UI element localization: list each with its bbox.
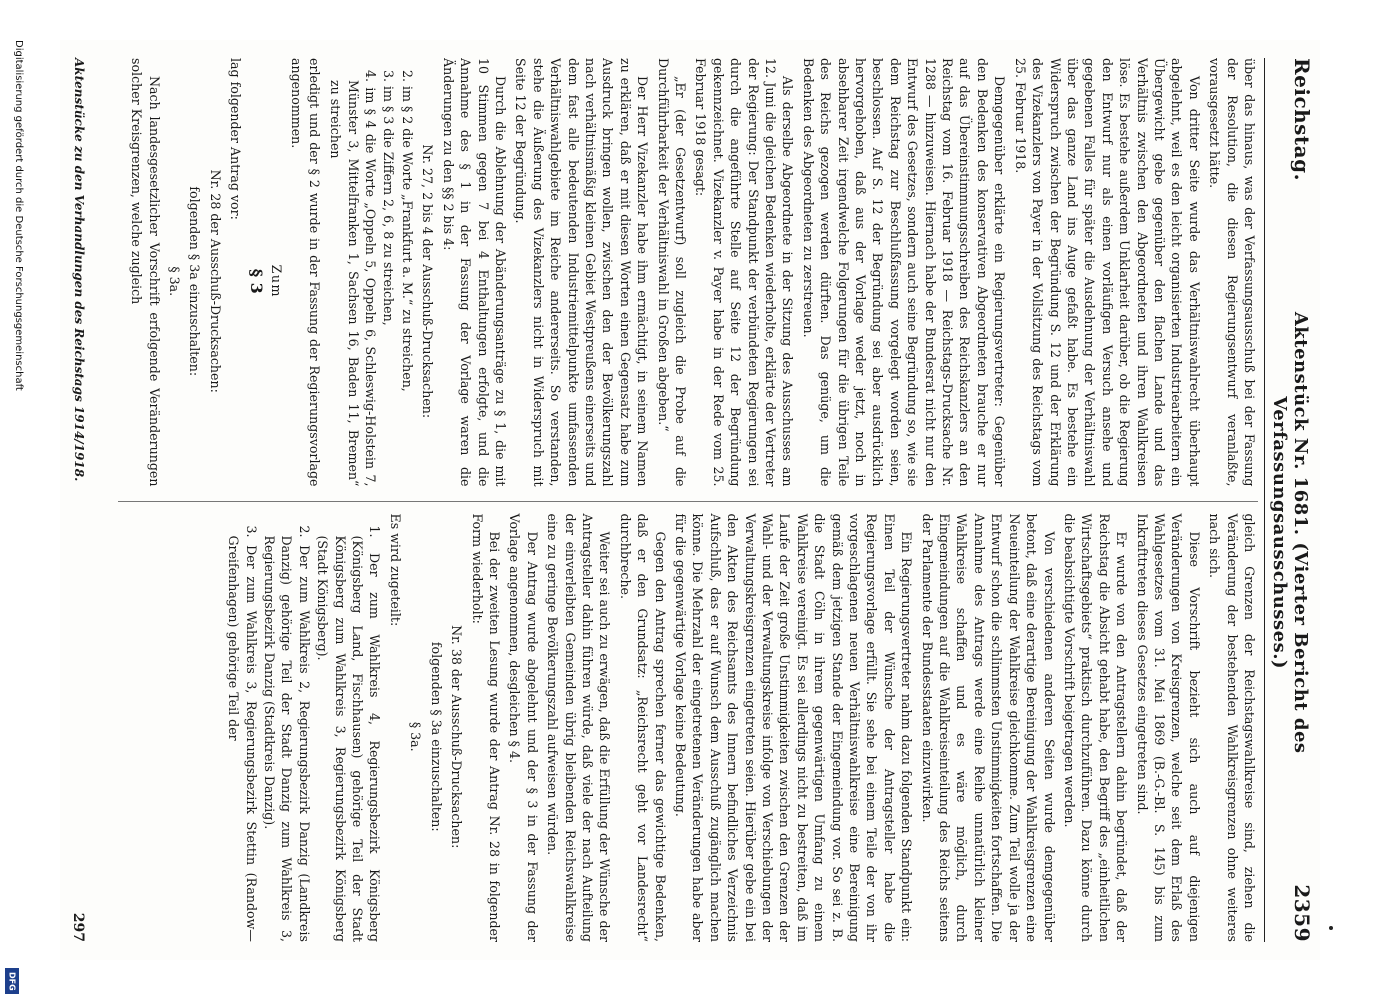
paragraph: folgenden § 3a einzuschalten: — [187, 186, 203, 377]
paragraph: gleich Grenzen der Reichstagswahlkreise sind, ziehen die Veränderung der bestehenden Wahlkreisgrenzen ohne weiteres nach sich. — [1207, 513, 1257, 942]
drucksache-reference: Nr. 27, 2 bis 4 der Ausschuß-Drucksachen: — [420, 144, 436, 419]
paragraph: Diese Vorschrift bezieht sich auch auf diejenigen Veränderungen von Kreisgrenzen, welche seit dem Erlaß des Wahlgesetzes vom 31. Mai 1869 (B.-G.-Bl. S. 145) bis zum Inkrafttreten dieses Gesetzes eingetreten sind. — [1134, 513, 1202, 942]
dfg-logo — [5, 968, 19, 994]
paragraph: lag folgender Antrag vor: — [228, 58, 244, 220]
drucksache-reference: Nr. 38 der Ausschuß-Drucksachen: — [449, 625, 465, 849]
paragraph: Weiter sei auch zu erwägen, daß die Erfüllung der Wünsche der Antragsteller dahin führen würde, daß viele der nach Aufteilung der einverleibten Gemeinden übrig bleibenden Reichswahlkreise eine zu geringe Bevölkerungszahl aufweisen würden. — [545, 513, 613, 942]
quotation: „Er (der Gesetzentwurf) soll zugleich die Probe auf die Durchführbarkeit der Verhältniswahl in Großen abgeben.“ — [655, 58, 688, 487]
paragraph: Bei der zweiten Lesung wurde der Antrag Nr. 28 in folgender Form wiederholt: — [469, 513, 502, 942]
section-heading: § 3 — [246, 268, 266, 294]
paragraph: Von dritter Seite wurde das Verhältniswahlrecht überhaupt abgelehnt, weil es den leicht organisierten Industriearbeitern ein Übergewicht gebe gegenüber den flachen Lande und das Verhältnis zwischen den Abgeordneten und ihren Wahlkreisen löse. Es bestehe außerdem Unklarheit darüber, ob die Regierung den Entwurf nur als einen vorläufigen Versuch ansehe und gegebenen Falles für später die Ausdehnung der Verhältniswahl über das ganze Land ins Auge gefaßt habe. Es bestehe ein Widerspruch zwischen der Begründung S. 12 und der Erklärung des Vizekanzlers von Payer in der Vollsitzung des Reichstags vom 25. Februar 1918. — [1012, 58, 1202, 487]
paragraph: Der Herr Vizekanzler habe ihm ermächtigt, in seinem Namen zu erklären, daß er mit diesen Worten einen Gegensatz habe zum Ausdruck bringen wollen, zwischen den der Bevölkerungszahl nach verhältnismäßig kleinen Gebiet Westpreußens einerseits und dem fast alle bedeutenden Industriemittelpunkte umfassenden Verhältniswahlgebiete im Reiche andererseits. So verstanden, stehe die Äußerung des Vizekanzlers nicht in Widerspruch mit Seite 12 der Begründung. — [513, 58, 651, 487]
text-columns — [118, 58, 1258, 942]
list-item: 3. im § 3 die Ziffern 2, 6, 8 zu streichen, — [381, 70, 397, 326]
paragraph: Von verschiedenen anderen Seiten wurde demgegenüber betont, daß eine derartige Bereinigung der Wahlkreisgrenzen eine Neueinteilung der Wahlkreise gleichkomme. Zum Teil wolle ja der Entwurf schon die schlimmsten Unstimmigkeiten fortschaffen. Die Annahme des Antrags werde eine Reihe unnatürlich kleiner Wahlkreise schaffen und es wäre möglich, durch Eingemeindungen auf die Wahlkreiseinteilung des Reichs seitens der Parlamente der Bundesstaaten einzuwirken. — [919, 513, 1057, 942]
paragraph: Durch die Ablehnung der Abänderungsanträge zu § 1, die mit 10 Stimmen gegen 7 bei 4 Enthaltungen erfolgte, und die Annahme des § 1 in der Fassung der Vorlage waren die Änderungen zu den §§ 2 bis 4: — [440, 58, 508, 487]
drucksache-reference: Nr. 28 der Ausschuß-Drucksachen: — [207, 169, 223, 393]
right-column — [118, 501, 1258, 943]
section-heading-small: § 3a. — [167, 266, 183, 297]
header-page-number: 2359 — [1290, 884, 1314, 942]
paragraph: Der Antrag wurde abgelehnt und der § 3 in der Fassung der Vorlage angenommen, desgleichen § 4. — [507, 513, 540, 942]
paragraph: Gegen den Antrag sprechen ferner das gewichtige Bedenken, daß er den Grundsatz: „Reichsrecht geht vor Landesrecht“ durchbreche. — [617, 513, 668, 942]
paragraph: Demgegenüber erklärte ein Regierungsvertreter: Gegenüber den Bedenken des konservativen Abgeordneten brauche er nur auf das Übereinstimmungsschreiben des Reichskanzlers an den Reichstag vom 16. Februar 1918 — Reichstags-Drucksache Nr. 1288 — hinzuweisen. Hiernach habe der Bundesrat nicht nur den Entwurf des Gesetzes, sondern auch seine Begründung so, wie sie dem Reichstag zur Beschlußfassung vorgelegt worden seien, beschlossen. Auf S. 12 der Begründung sei aber ausdrücklich hervorgehoben, daß aus der Vorlage weder jetzt, noch in absehbarer Zeit irgendwelche Folgerungen für die übrigen Teile des Reichs gezogen werden dürften. Das genüge, um die Bedenken des Abgeordneten zu zerstreuen. — [800, 58, 1008, 487]
list-item: 3. Der zum Wahlkreis 3, Regierungsbezirk Stettin (Randow—Greifenhagen) gehörige Teil der — [226, 525, 259, 942]
paragraph: über das hinaus, was der Verfassungsausschuß bei der Fassung der Resolution, die diesen Regierungsentwurf veranlaßte, vorausgesetzt hätte. — [1207, 58, 1257, 487]
amendment-list — [327, 58, 416, 487]
document-page — [60, 40, 1320, 960]
zum-heading: Zum — [269, 264, 285, 298]
footer-source: Aktenstücke zu den Verhandlungen des Reichstags 1914/1918. — [72, 58, 86, 482]
page-footer — [70, 58, 86, 942]
header-title: Aktenstück Nr. 1681. (Vierter Bericht des Verfassungsausschusses.) — [1269, 311, 1311, 754]
scan-speck — [1329, 926, 1333, 930]
digitization-note-text: Digitalisierung gefördert durch die Deutsche Forschungsgemeinschaft — [13, 40, 24, 391]
list-item: 2. Der zum Wahlkreis 2, Regierungsbezirk Danzig (Landkreis Danzig) gehörige Teil der Stadt Danzig zum Wahlkreis 3, Regierungsbezirk Danzig (Stadtkreis Danzig). — [262, 525, 312, 942]
section-heading-small: § 3a. — [408, 721, 424, 752]
paragraph: Es wird zugeteilt: — [387, 513, 403, 627]
list-item: 4. im § 4 die Worte „Oppeln 5, Oppeln 6, Schleswig-Holstein 7, Münster 3, Mittelfranken 1, Sachsen 16, Baden 11, Bremen“ zu streichen — [328, 70, 379, 487]
paragraph: erledigt und der § 2 wurde in der Fassung der Regierungsvorlage angenommen. — [289, 58, 322, 487]
list-item: 2. im § 2 die Worte „Frankfurt a. M.“ zu streichen, — [399, 70, 415, 392]
paragraph: Als derselbe Abgeordnete in der Sitzung des Ausschusses am 12. Juni die gleichen Bedenken wiederholte, erklärte der Vertreter der Regierung: Der Standpunkt der verbündeten Regierungen sei durch die angeführte Stelle auf Seite 12 der Begründung gekennzeichnet. Vizekanzler v. Payer habe in der Rede vom 25. Februar 1918 gesagt: — [693, 58, 796, 487]
header-left: Reichstag. — [1290, 58, 1314, 182]
allocation-list — [225, 514, 384, 943]
dfg-logo-text: DFG — [7, 971, 17, 991]
left-column — [118, 58, 1258, 487]
list-item: 1. Der zum Wahlkreis 4, Regierungsbezirk Königsberg (Königsberg Land, Fischhausen) gehörige Teil der Stadt Königsberg zum Wahlkreis 3, Regierungsbezirk Königsberg (Stadt Königsberg). — [315, 525, 383, 942]
digitization-note — [2, 40, 24, 1000]
paragraph: folgenden § 3a einzuschalten: — [428, 641, 444, 832]
footer-page-number: 297 — [70, 912, 86, 942]
paragraph: Er wurde von den Antragstellern dahin begründet, daß der Reichstag die Absicht gehabt habe, den Begriff des „einheitlichen Wirtschaftsgebiets“ praktisch durchzuführen. Dazu könne durch die beabsichtigte Vorschrift beigetragen werden. — [1061, 513, 1130, 942]
paragraph: Nach landesgesetzlicher Vorschrift erfolgende Veränderungen solcher Kreisgrenzen, welche zugleich — [129, 58, 162, 487]
paragraph: Ein Regierungsvertreter nahm dazu folgenden Standpunkt ein: Einen Teil der Wünsche der Antragsteller habe die Regierungsvorlage erfüllt. Sie sehe bei einem Teile der von ihr vorgeschlagenen neuen Verhältniswahlkreise eine Bereinigung gemäß dem jetzigen Stande der Eingemeindung vor. So sei z. B. die Stadt Cöln in ihrem gegenwärtigen Umfang zu einem Wahlkreise vereinigt. Es sei allerdings nicht zu bestreiten, daß im Laufe der Zeit große Unstimmigkeiten zwischen den Grenzen der Wahl- und der Verwaltungskreise infolge von Verschiebungen der Verwaltungskreisgrenzen eingetreten seien. Hierüber gebe ein bei den Akten des Reichsamts des Innern befindliches Verzeichnis Aufschluß, das er auf Wunsch dem Ausschuß zugänglich machen könne. Die Mehrzahl der eingetretenen Veränderungen habe aber für die gegenwärtige Vorlage keine Bedeutung. — [673, 513, 915, 942]
page-header — [1264, 58, 1314, 942]
